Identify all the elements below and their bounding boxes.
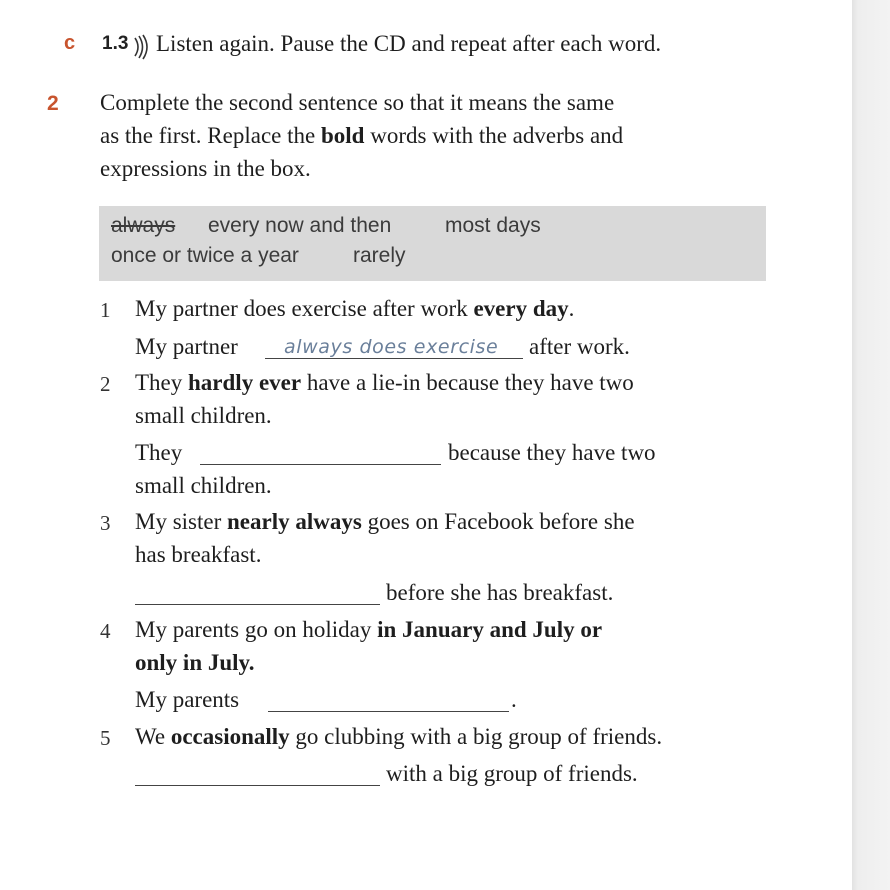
item-number: 2 xyxy=(100,372,111,396)
word-box-item: most days xyxy=(445,214,541,237)
track-number: 1.3 xyxy=(102,33,129,54)
item-number: 3 xyxy=(100,511,111,535)
item-4-rewrite-end: . xyxy=(511,687,517,712)
item-4-sentence-cont: only in July. xyxy=(135,650,255,675)
bold-word: bold xyxy=(320,123,365,148)
item-1-rewrite-start: My partner xyxy=(135,334,238,359)
exercise-2-number: 2 xyxy=(47,92,59,115)
item-3-rewrite-end: before she has breakfast. xyxy=(386,580,614,605)
item-3-sentence: My sister nearly always goes on Facebook before she xyxy=(135,509,635,534)
item-2-sentence: They hardly ever have a lie-in because they have two xyxy=(135,370,634,395)
item-5-answer-blank[interactable] xyxy=(135,785,380,786)
item-number: 1 xyxy=(100,298,111,322)
item-number: 4 xyxy=(100,619,111,643)
item-1-answer-blank[interactable] xyxy=(265,358,523,359)
word-box xyxy=(99,206,766,281)
item-2-rewrite-start: They xyxy=(135,440,183,465)
item-1-handwritten-answer: always does exercise xyxy=(284,336,499,358)
item-1-sentence: My partner does exercise after work every day. xyxy=(135,296,575,321)
instruction-line-2: as the first. Replace the bold words with the adverbs and xyxy=(100,123,624,148)
item-4-rewrite-start: My parents xyxy=(135,687,240,712)
item-2-rewrite-end: because they have two xyxy=(448,440,656,465)
item-2-answer-blank[interactable] xyxy=(200,464,441,465)
item-2-rewrite-cont: small children. xyxy=(135,473,272,498)
item-5-sentence: We occasionally go clubbing with a big group of friends. xyxy=(135,724,663,749)
word-box-item-used: always xyxy=(111,214,176,237)
page-edge-shadow xyxy=(852,0,890,890)
word-box-item: once or twice a year xyxy=(111,244,299,267)
word-box-item: rarely xyxy=(353,244,406,267)
item-number: 5 xyxy=(100,726,111,750)
item-2-sentence-cont: small children. xyxy=(135,403,272,428)
audio-waves-icon[interactable] xyxy=(133,34,151,60)
item-4-sentence: My parents go on holiday in January and July or xyxy=(135,617,603,642)
item-4-answer-blank[interactable] xyxy=(268,711,509,712)
item-5-rewrite-end: with a big group of friends. xyxy=(386,761,638,786)
item-1-rewrite-end: after work. xyxy=(529,334,630,359)
exercise-c-instruction: Listen again. Pause the CD and repeat after each word. xyxy=(156,31,662,56)
instruction-line-1: Complete the second sentence so that it means the same xyxy=(100,90,615,115)
exercise-c-label: c xyxy=(64,32,76,54)
item-3-sentence-cont: has breakfast. xyxy=(135,542,262,567)
instruction-line-3: expressions in the box. xyxy=(100,156,311,181)
item-3-answer-blank[interactable] xyxy=(135,604,380,605)
word-box-item: every now and then xyxy=(208,214,392,237)
